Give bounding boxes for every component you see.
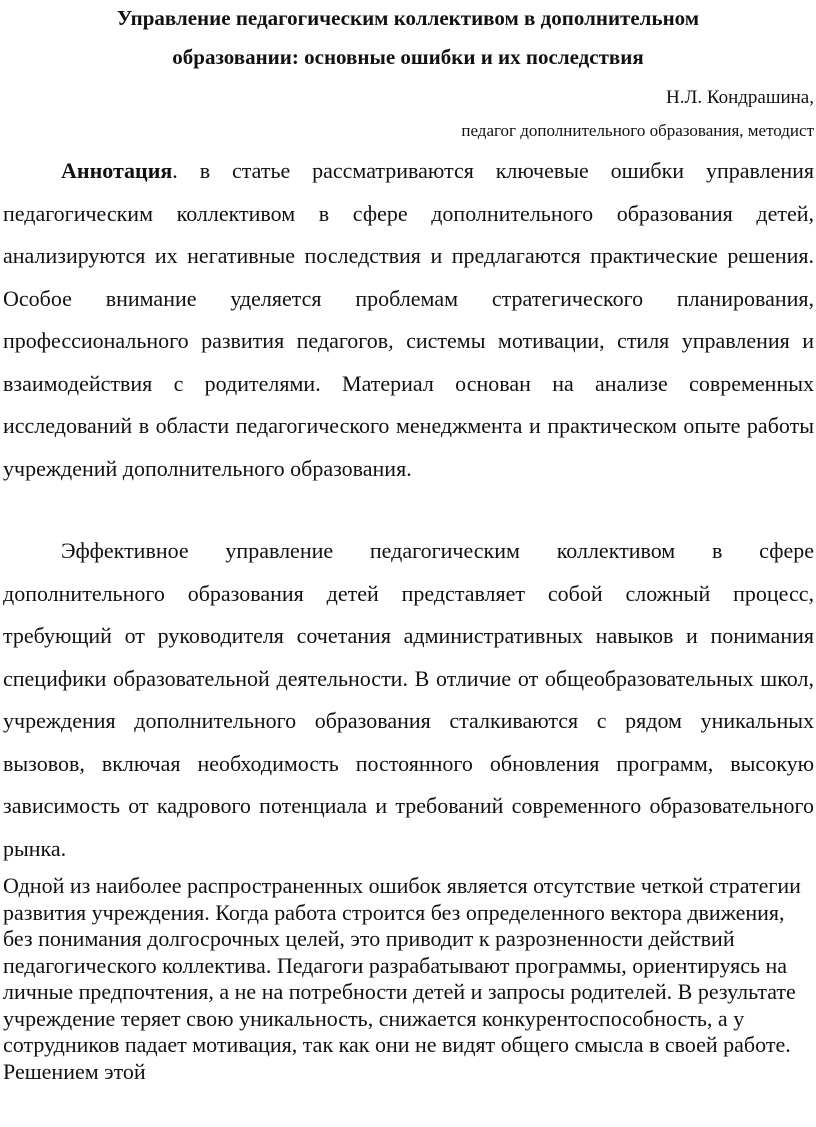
annotation-paragraph xyxy=(3,150,814,490)
body-paragraph-1: Эффективное управление педагогическим коллективом в сфере дополнительного образования детей представляет собой сложный процесс, требующий от руководителя сочетания административных навыков и понимания специфики образовательной деятельности. В отличие от общеобразовательных школ, учреждения дополнительного образования сталкиваются с рядом уникальных вызовов, включая необходимость постоянного обновления программ, высокую зависимость от кадрового потенциала и требований современного образовательного рынка. xyxy=(3,538,814,861)
author-name: Н.Л. Кондрашина, xyxy=(665,87,814,108)
body-paragraph-2: Одной из наиболее распространенных ошибок является отсутствие четкой стратегии развития учреждения. Когда работа строится без определенного вектора движения, без понимания долгосрочных целей, это приводит к разрозненности действий педагогического коллектива. Педагоги разрабатывают программы, ориентируясь на личные предпочтения, а не на потребности детей и запросы родителей. В результате учреждение теряет свою уникальность, снижается конкурентоспособность, а у сотрудников падает мотивация, так как они не видят общего смысла в своей работе. Решением этой xyxy=(3,873,801,1084)
author-affiliation: педагог дополнительного образования, методист xyxy=(461,121,814,140)
annotation-text: . в статье рассматриваются ключевые ошибки управления педагогическим коллективом в сфере дополнительного образования детей, анализируются их негативные последствия и предлагаются практические решения. Особое внимание уделяется проблемам стратегического планирования, профессионального развития педагогов, системы мотивации, стиля управления и взаимодействия с родителями. Материал основан на анализе современных исследований в области педагогического менеджмента и практическом опыте работы учреждений дополнительного образования. xyxy=(3,158,814,481)
title-line-1: Управление педагогическим коллективом в дополнительном xyxy=(116,6,700,30)
annotation-label: Аннотация xyxy=(61,158,173,183)
title-line-2: образовании: основные ошибки и их последствия xyxy=(172,45,644,69)
